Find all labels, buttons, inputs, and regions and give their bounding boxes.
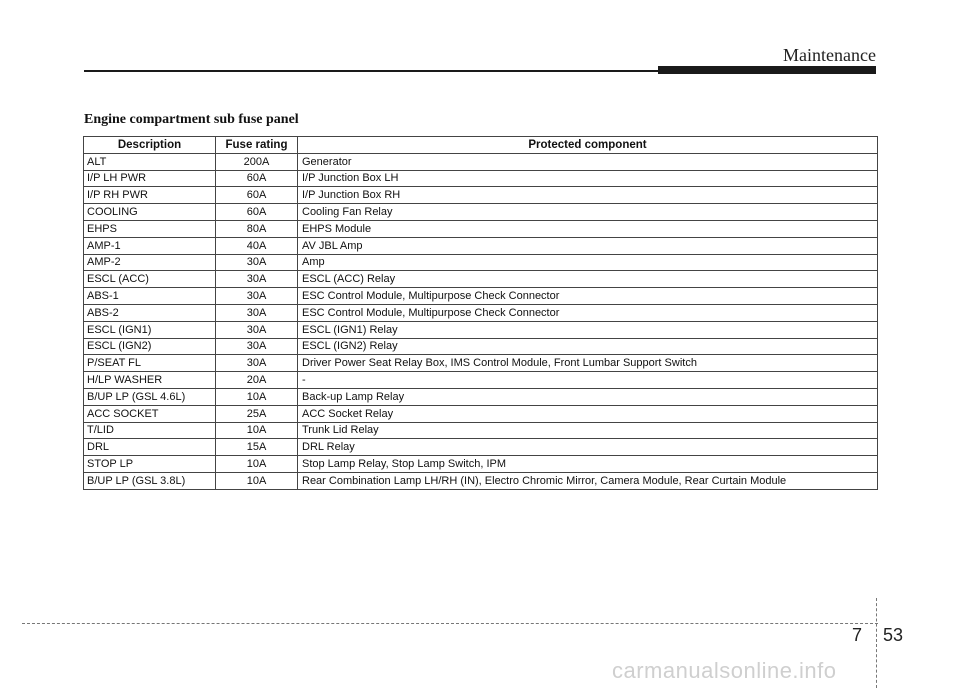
cell-description: ESCL (IGN1)	[84, 321, 216, 338]
cell-protected-component: Amp	[298, 254, 878, 271]
cell-description: ABS-1	[84, 288, 216, 305]
cell-description: T/LID	[84, 422, 216, 439]
cell-fuse-rating: 30A	[216, 254, 298, 271]
cell-description: COOLING	[84, 204, 216, 221]
cell-protected-component: -	[298, 372, 878, 389]
cell-protected-component: ESC Control Module, Multipurpose Check Connector	[298, 304, 878, 321]
table-row	[84, 338, 878, 355]
table-row	[84, 271, 878, 288]
cell-protected-component: AV JBL Amp	[298, 237, 878, 254]
cell-description: I/P RH PWR	[84, 187, 216, 204]
cell-fuse-rating: 80A	[216, 220, 298, 237]
cell-protected-component: I/P Junction Box LH	[298, 170, 878, 187]
header-title: Maintenance	[783, 45, 876, 65]
cell-description: DRL	[84, 439, 216, 456]
cell-fuse-rating: 10A	[216, 472, 298, 489]
cell-fuse-rating: 10A	[216, 456, 298, 473]
cell-protected-component: DRL Relay	[298, 439, 878, 456]
column-header-description: Description	[84, 137, 216, 154]
cell-fuse-rating: 60A	[216, 204, 298, 221]
header-thin-rule	[84, 70, 660, 72]
section-title: Engine compartment sub fuse panel	[84, 112, 299, 127]
cell-fuse-rating: 30A	[216, 288, 298, 305]
table-row	[84, 472, 878, 489]
cell-description: B/UP LP (GSL 3.8L)	[84, 472, 216, 489]
cell-protected-component: Generator	[298, 153, 878, 170]
cell-protected-component: ESCL (IGN1) Relay	[298, 321, 878, 338]
cell-protected-component: Driver Power Seat Relay Box, IMS Control Module, Front Lumbar Support Switch	[298, 355, 878, 372]
cell-fuse-rating: 20A	[216, 372, 298, 389]
cell-description: AMP-2	[84, 254, 216, 271]
cell-description: H/LP WASHER	[84, 372, 216, 389]
table-row	[84, 187, 878, 204]
cell-protected-component: EHPS Module	[298, 220, 878, 237]
cell-description: B/UP LP (GSL 4.6L)	[84, 388, 216, 405]
cell-description: AMP-1	[84, 237, 216, 254]
column-header-fuse-rating: Fuse rating	[216, 137, 298, 154]
table-row	[84, 288, 878, 305]
table-row	[84, 372, 878, 389]
cell-description: P/SEAT FL	[84, 355, 216, 372]
cell-protected-component: Rear Combination Lamp LH/RH (IN), Electro Chromic Mirror, Camera Module, Rear Curtain Module	[298, 472, 878, 489]
cell-fuse-rating: 30A	[216, 355, 298, 372]
cell-fuse-rating: 40A	[216, 237, 298, 254]
cell-fuse-rating: 30A	[216, 338, 298, 355]
cell-fuse-rating: 15A	[216, 439, 298, 456]
cell-fuse-rating: 25A	[216, 405, 298, 422]
cell-description: EHPS	[84, 220, 216, 237]
table-row	[84, 153, 878, 170]
table-row	[84, 304, 878, 321]
cell-fuse-rating: 30A	[216, 321, 298, 338]
footer-vertical-dashed-rule	[876, 598, 877, 688]
cell-fuse-rating: 30A	[216, 271, 298, 288]
cell-protected-component: Trunk Lid Relay	[298, 422, 878, 439]
table-row	[84, 321, 878, 338]
table-row	[84, 237, 878, 254]
table-row	[84, 439, 878, 456]
cell-protected-component: Stop Lamp Relay, Stop Lamp Switch, IPM	[298, 456, 878, 473]
cell-fuse-rating: 60A	[216, 170, 298, 187]
cell-description: I/P LH PWR	[84, 170, 216, 187]
cell-description: ESCL (IGN2)	[84, 338, 216, 355]
table-row	[84, 170, 878, 187]
cell-protected-component: ESCL (ACC) Relay	[298, 271, 878, 288]
cell-protected-component: Back-up Lamp Relay	[298, 388, 878, 405]
table-row	[84, 220, 878, 237]
cell-fuse-rating: 200A	[216, 153, 298, 170]
cell-description: ESCL (ACC)	[84, 271, 216, 288]
cell-protected-component: ACC Socket Relay	[298, 405, 878, 422]
table-row	[84, 254, 878, 271]
cell-description: ABS-2	[84, 304, 216, 321]
header-thick-rule	[658, 66, 876, 74]
cell-protected-component: ESC Control Module, Multipurpose Check Connector	[298, 288, 878, 305]
table-header-row	[84, 137, 878, 154]
cell-protected-component: I/P Junction Box RH	[298, 187, 878, 204]
cell-fuse-rating: 10A	[216, 422, 298, 439]
cell-fuse-rating: 10A	[216, 388, 298, 405]
cell-description: ACC SOCKET	[84, 405, 216, 422]
table-row	[84, 422, 878, 439]
fuse-table	[83, 136, 878, 490]
cell-protected-component: Cooling Fan Relay	[298, 204, 878, 221]
column-header-protected-component: Protected component	[298, 137, 878, 154]
table-row	[84, 388, 878, 405]
table-row	[84, 456, 878, 473]
table-row	[84, 405, 878, 422]
cell-fuse-rating: 30A	[216, 304, 298, 321]
table-row	[84, 204, 878, 221]
cell-description: STOP LP	[84, 456, 216, 473]
cell-description: ALT	[84, 153, 216, 170]
cell-fuse-rating: 60A	[216, 187, 298, 204]
page-number: 53	[883, 625, 904, 645]
table-body	[84, 153, 878, 489]
footer-dashed-rule	[22, 623, 878, 624]
chapter-number: 7	[852, 625, 863, 645]
table-row	[84, 355, 878, 372]
watermark: carmanualsonline.info	[612, 658, 837, 683]
cell-protected-component: ESCL (IGN2) Relay	[298, 338, 878, 355]
